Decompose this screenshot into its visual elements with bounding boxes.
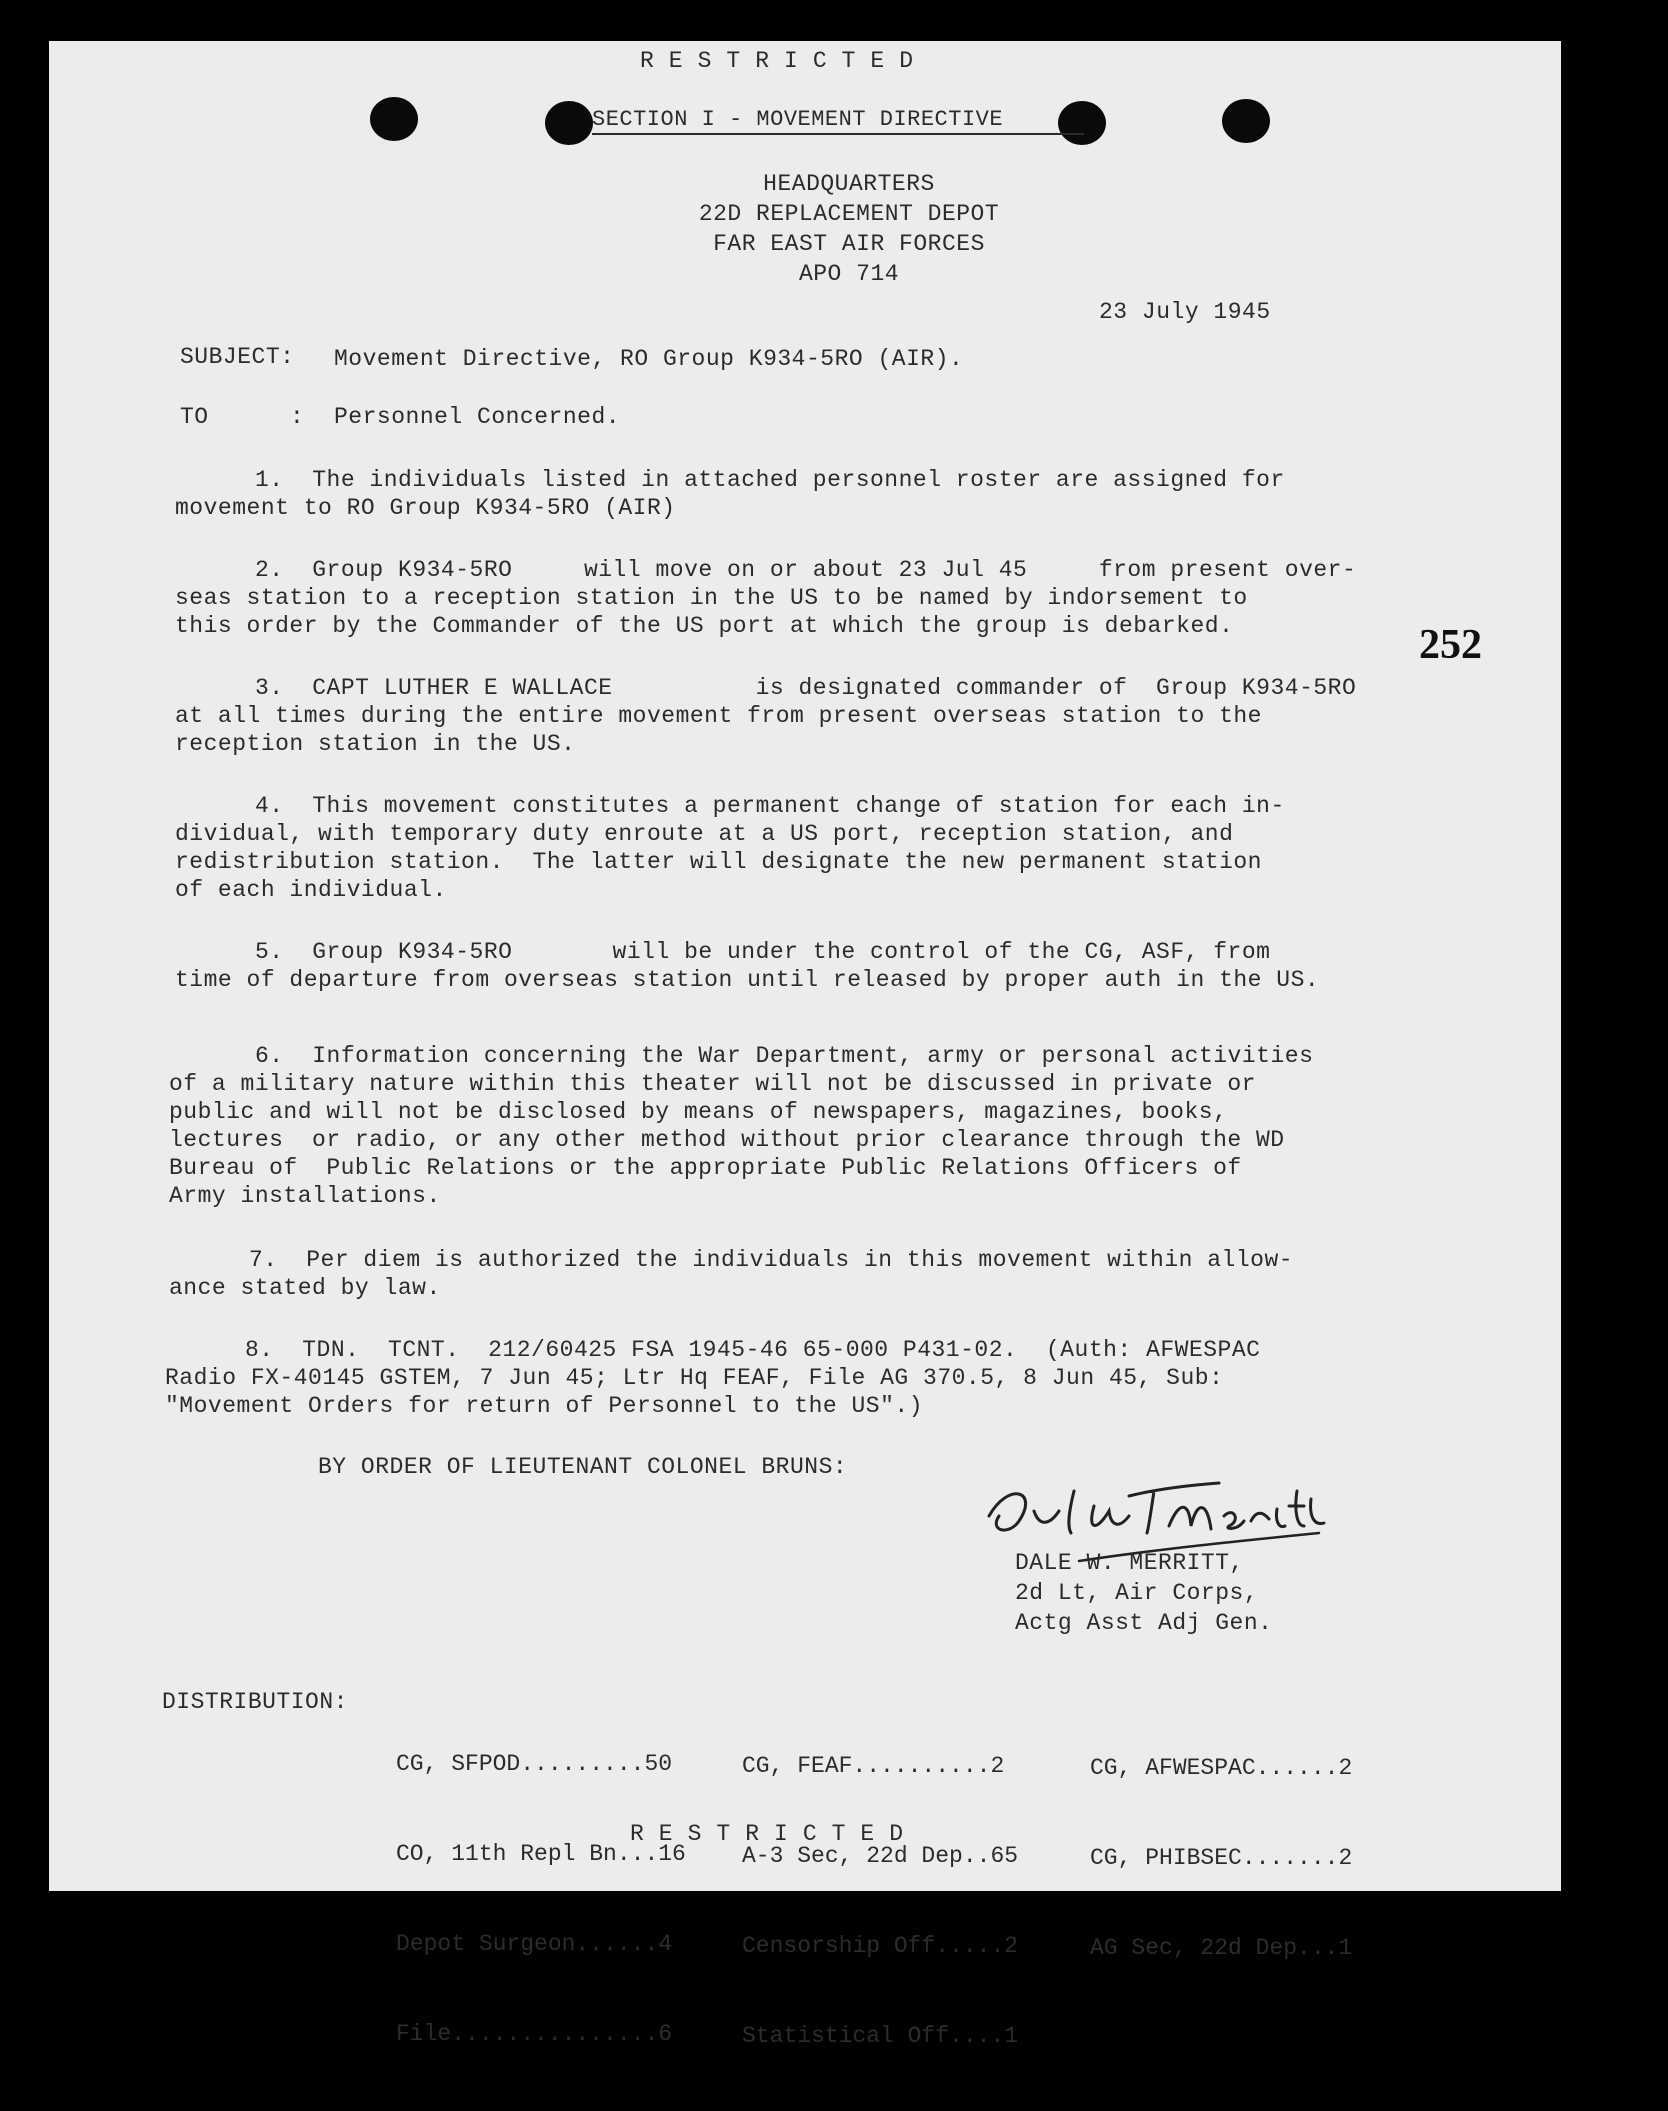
para-5-line-1: 5. Group K934-5RO will be under the control of the CG, ASF, from: [255, 939, 1271, 965]
distribution-entry: CG, AFWESPAC......2: [1090, 1755, 1353, 1781]
distribution-entry: CG, FEAF..........2: [742, 1753, 1005, 1779]
distribution-col-2: [742, 1691, 1018, 2111]
para-7-line-1: 7. Per diem is authorized the individuals in this movement within allow-: [249, 1247, 1294, 1273]
para-4-line-3: redistribution station. The latter will designate the new permanent station: [175, 849, 1262, 875]
distribution-label: DISTRIBUTION:: [162, 1689, 348, 1715]
document-page: [49, 41, 1561, 2049]
distribution-entry: Depot Surgeon......4: [396, 1931, 673, 1957]
para-4-line-2: dividual, with temporary duty enroute at a US port, reception station, and: [175, 821, 1234, 847]
distribution-entry: CG, SFPOD.........50: [396, 1751, 673, 1777]
para-3-line-2: at all times during the entire movement from present overseas station to the: [175, 703, 1262, 729]
distribution-entry: CG, PHIBSEC.......2: [1090, 1845, 1353, 1871]
distribution-entry: File...............6: [396, 2021, 673, 2047]
distribution-entry: AG Sec, 22d Dep...1: [1090, 1935, 1353, 1961]
classification-top: RESTRICTED: [640, 48, 929, 74]
punch-hole: [545, 101, 593, 145]
section-title: SECTION I - MOVEMENT DIRECTIVE: [592, 107, 1084, 135]
para-4-line-4: of each individual.: [175, 877, 447, 903]
punch-hole: [1222, 99, 1270, 143]
hq-line-2: 22D REPLACEMENT DEPOT: [698, 201, 1000, 227]
para-3-line-3: reception station in the US.: [175, 731, 576, 757]
page-number: 252: [1419, 622, 1482, 668]
para-6-line-5: Bureau of Public Relations or the appropriate Public Relations Officers of: [169, 1155, 1242, 1181]
para-1-line-2: movement to RO Group K934-5RO (AIR): [175, 495, 676, 521]
para-2-line-1: 2. Group K934-5RO will move on or about 23 Jul 45 from present over-: [255, 557, 1357, 583]
para-6-line-1: 6. Information concerning the War Department, army or personal activities: [255, 1043, 1314, 1069]
para-6-line-3: public and will not be disclosed by means of newspapers, magazines, books,: [169, 1099, 1228, 1125]
signature-rank: 2d Lt, Air Corps,: [1015, 1580, 1259, 1606]
classification-bottom: RESTRICTED: [630, 1821, 919, 1847]
to-text: Personnel Concerned.: [334, 404, 621, 430]
subject-label: SUBJECT:: [180, 344, 295, 370]
hq-line-4: APO 714: [798, 261, 900, 287]
distribution-entry: Censorship Off.....2: [742, 1933, 1019, 1959]
para-5-line-2: time of departure from overseas station until released by proper auth in the US.: [175, 967, 1320, 993]
para-3-line-1: 3. CAPT LUTHER E WALLACE is designated commander of Group K934-5RO: [255, 675, 1357, 701]
para-2-line-2: seas station to a reception station in the US to be named by indorsement to: [175, 585, 1248, 611]
to-label: TO: [180, 404, 209, 430]
signature-name: DALE W. MERRITT,: [1015, 1550, 1244, 1576]
document-date: 23 July 1945: [1099, 299, 1271, 325]
by-order-line: BY ORDER OF LIEUTENANT COLONEL BRUNS:: [318, 1454, 848, 1480]
para-4-line-1: 4. This movement constitutes a permanent change of station for each in-: [255, 793, 1285, 819]
signature-title: Actg Asst Adj Gen.: [1015, 1610, 1273, 1636]
para-6-line-6: Army installations.: [169, 1183, 441, 1209]
para-2-line-3: this order by the Commander of the US port at which the group is debarked.: [175, 613, 1234, 639]
distribution-entry: CO, 11th Repl Bn...16: [396, 1841, 686, 1867]
distribution-col-1: [396, 1689, 686, 2109]
distribution-entry: A-3 Sec, 22d Dep..65: [742, 1843, 1019, 1869]
para-1-line-1: 1. The individuals listed in attached personnel roster are assigned for: [255, 467, 1285, 493]
para-8-line-3: "Movement Orders for return of Personnel to the US".): [165, 1393, 924, 1419]
para-8-line-2: Radio FX-40145 GSTEM, 7 Jun 45; Ltr Hq FEAF, File AG 370.5, 8 Jun 45, Sub:: [165, 1365, 1224, 1391]
distribution-col-3: [1090, 1693, 1352, 2023]
hq-line-1: HEADQUARTERS: [763, 171, 935, 197]
subject-text: Movement Directive, RO Group K934-5RO (AIR).: [334, 346, 964, 372]
distribution-entry: Statistical Off....1: [742, 2023, 1019, 2049]
punch-hole: [370, 97, 418, 141]
para-6-line-2: of a military nature within this theater will not be discussed in private or: [169, 1071, 1256, 1097]
hq-line-3: FAR EAST AIR FORCES: [713, 231, 985, 257]
to-colon: :: [290, 404, 305, 430]
para-6-line-4: lectures or radio, or any other method without prior clearance through the WD: [169, 1127, 1285, 1153]
para-8-line-1: 8. TDN. TCNT. 212/60425 FSA 1945-46 65-000 P431-02. (Auth: AFWESPAC: [245, 1337, 1261, 1363]
para-7-line-2: ance stated by law.: [169, 1275, 441, 1301]
